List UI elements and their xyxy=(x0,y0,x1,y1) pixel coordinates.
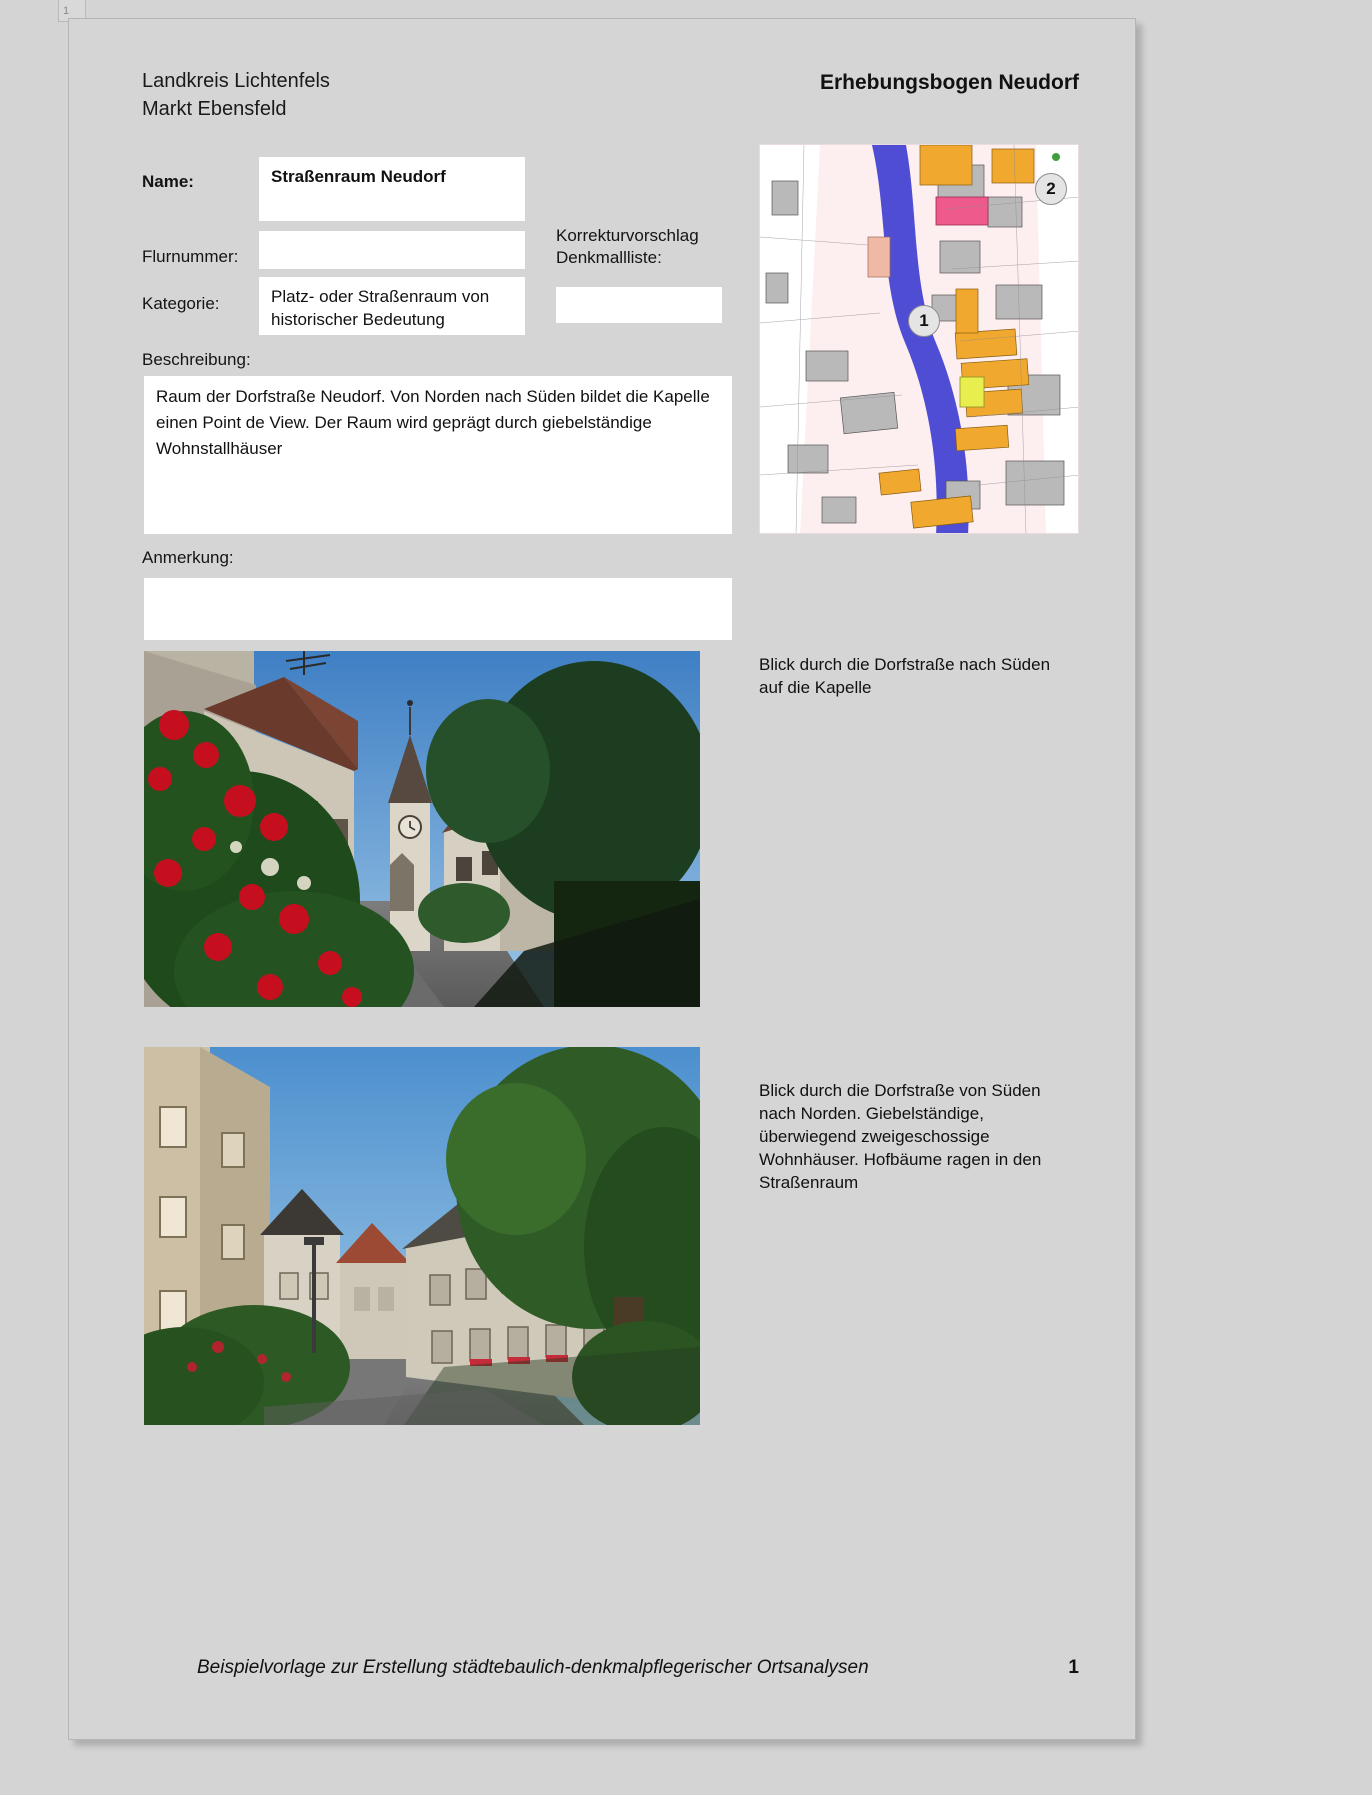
caption-photo-2: Blick durch die Dorfstraße von Süden nach Norden. Giebelständige, überwiegend zweigeschossige Wohnhäuser. Hofbäume ragen in den Straßenraum xyxy=(759,1081,1042,1192)
field-anmerkung[interactable] xyxy=(144,578,732,640)
document-page xyxy=(68,18,1136,1740)
header-municipality: Markt Ebensfeld xyxy=(142,98,287,120)
label-anmerkung: Anmerkung: xyxy=(142,548,234,567)
field-korrekturvorschlag[interactable] xyxy=(556,287,722,323)
map-marker-2[interactable]: 2 xyxy=(1035,173,1067,205)
field-kategorie[interactable]: Platz- oder Straßenraum von historischer Bedeutung xyxy=(259,277,525,335)
photo-dorfstrasse-nord xyxy=(144,1047,700,1425)
label-korrekturvorschlag: Korrekturvorschlag Denkmallliste: xyxy=(556,226,699,267)
caption-photo-1: Blick durch die Dorfstraße nach Süden auf die Kapelle xyxy=(759,655,1051,697)
field-flurnummer[interactable] xyxy=(259,231,525,269)
page-title: Erhebungsbogen Neudorf xyxy=(820,71,1079,94)
footer-page-number: 1 xyxy=(1068,1657,1079,1678)
header-location xyxy=(142,67,330,123)
footer-note: Beispielvorlage zur Erstellung städtebaulich-denkmalpflegerischer Ortsanalysen xyxy=(197,1657,869,1678)
header-district: Landkreis Lichtenfels xyxy=(142,70,330,92)
photo-dorfstrasse-sued xyxy=(144,651,700,1007)
field-name[interactable]: Straßenraum Neudorf xyxy=(259,157,525,221)
page-thumbnail-number: 1 xyxy=(63,5,70,17)
label-flurnummer: Flurnummer: xyxy=(142,247,239,266)
label-name: Name: xyxy=(142,172,194,191)
label-kategorie: Kategorie: xyxy=(142,294,220,313)
map-marker-1[interactable]: 1 xyxy=(908,305,940,337)
label-beschreibung: Beschreibung: xyxy=(142,350,251,369)
site-map[interactable] xyxy=(759,144,1079,534)
field-beschreibung[interactable]: Raum der Dorfstraße Neudorf. Von Norden nach Süden bildet die Kapelle einen Point de View. Der Raum wird geprägt durch giebelständige Wohnstallhäuser xyxy=(144,376,732,534)
